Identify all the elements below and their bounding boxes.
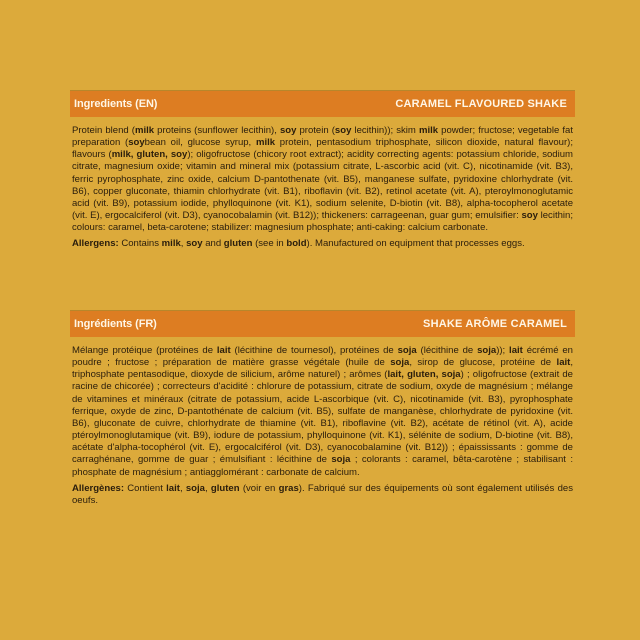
bold-run: soja: [390, 357, 410, 369]
text-run: lecithin)); skim: [351, 125, 419, 136]
text-run: powder; fructose; vegetable fat preparation (: [72, 125, 573, 149]
text-run: protein (: [296, 125, 335, 136]
bold-run: soja: [477, 345, 497, 356]
text-run: ) ; oligofructose (extrait de racine de chicorée) ; correcteurs d'acidité : chlorure de potassium, citrate de sodium, oxyde de magnésium ; mélange de vitamines et minéraux (citrate de potassium, acide L-ascorbique (vit. C), nicotinamide (vit. B3), pyrophosphate ferrique, oxyde de zinc, D-pantothénate de calcium (vit. B5), sulfate de manganèse, chlorhydrate de pyridoxine (vit. B6), gluconate de cuivre, chlorhydrate de thiamine (vit. B1), riboflavine (vit. B2), acétate de rétinol (vit. A), acide ptéroylmonoglutamique (vit. B9), iodure de potassium, phylloquinone (vit. K1), sélénite de sodium, D-biotine (vit. B8), acétate d'alpha-tocophérol (vit. E), ergocalciférol (vit. D3), cyanocobalamine (vit. B12)) ; épaississants : gomme de carraghénane, gomme de guar ; émulsifiant : lécithine de: [72, 369, 573, 466]
ingredients-text-fr: [70, 337, 575, 479]
bold-run: milk, gluten, soy: [111, 149, 188, 161]
header-band-fr: [70, 311, 575, 337]
text-run: ,: [180, 238, 187, 250]
text-run: ); oligofructose (chicory root extract); acidity correcting agents: potassium chloride, sodium citrate, magnesium oxide; vitamin and mineral mix (potassium citrate, L-ascorbic acid (vit. C), nicotinamide (vit. B3), ferric pyrophosphate, zinc oxide, calcium D-pantothenate (vit. B5), manganese sulfate, pyridoxine chlorhydrate (vit. B6), copper gluconate, thiamin chlorhydrate (vit. B1), riboflavin (vit. B2), retinol acetate (vit. A), pteroylmonoglutamic acid (vit. B9), potassium iodide, phylloquinone (vit. K1), sodium selenite, D-biotin (vit. B8), alpha-tocopherol acetate (vit. E), ergocalciferol (vit. D3), cyanocobalamin (vit. B12)); thickeners: carrageenan, guar gum; emulsifier:: [72, 149, 573, 222]
text-run: , sirop de glucose, protéine de: [409, 357, 557, 369]
text-run: ,: [179, 482, 186, 494]
bold-run: milk: [161, 238, 181, 250]
bold-run: lait: [509, 345, 523, 356]
panel-french: [70, 310, 575, 507]
ingredients-text-en: [70, 117, 575, 234]
text-run: ; colorants : caramel, bêta-carotène ; stabilisant : phosphate de magnésium ; antiagglomérant : carbonate de calcium.: [72, 454, 573, 478]
product-name-en: CARAMEL FLAVOURED SHAKE: [395, 98, 567, 110]
header-label-fr: Ingrédients (FR): [74, 318, 157, 330]
bold-run: Allergens:: [72, 238, 119, 250]
bold-run: lait: [216, 345, 231, 356]
bold-run: bold: [286, 238, 307, 250]
bold-run: milk: [134, 125, 155, 136]
text-run: (voir en: [239, 482, 279, 494]
bold-run: soy: [334, 125, 352, 136]
panel-english: [70, 90, 575, 251]
bold-run: soja: [397, 345, 417, 356]
header-label-en: Ingredients (EN): [74, 98, 158, 110]
text-run: Contient: [124, 482, 167, 494]
text-run: protein, pentasodium triphosphate, silicon dioxide, natural flavour); flavours (: [72, 137, 573, 161]
text-run: Protein blend (: [72, 125, 135, 136]
text-run: ). Fabriqué sur des équipements où sont également utilisés des oeufs.: [72, 482, 573, 506]
text-run: ));: [496, 345, 510, 356]
bold-run: gluten: [223, 238, 253, 250]
allergens-text-fr: [70, 479, 575, 507]
bold-run: soy: [279, 125, 297, 136]
text-run: ,: [204, 482, 211, 494]
text-run: lecithin; colours: caramel, beta-carotene; stabilizer: magnesium phosphate; anti-caking: calcium carbonate.: [72, 210, 573, 234]
bold-run: lait, gluten, soja: [387, 369, 461, 381]
bold-run: soy: [186, 238, 203, 250]
text-run: écrémé en poudre ; fructose ; préparation de matière grasse végétale (huile de: [72, 345, 573, 369]
bold-run: lait: [166, 482, 180, 494]
bold-run: soja: [331, 454, 351, 466]
bold-run: lait: [556, 357, 571, 369]
bold-run: gras: [278, 482, 299, 494]
text-run: (see in: [252, 238, 287, 250]
bold-run: soy: [521, 210, 538, 222]
product-name-fr: SHAKE ARÔME CARAMEL: [423, 318, 567, 330]
bold-run: milk: [255, 137, 276, 149]
text-run: (lécithine de: [416, 345, 478, 356]
text-run: Contains: [118, 238, 162, 250]
text-run: and: [202, 238, 224, 250]
bold-run: gluten: [210, 482, 240, 494]
text-run: bean oil, glucose syrup,: [144, 137, 256, 149]
bold-run: soja: [185, 482, 205, 494]
header-band-en: [70, 91, 575, 117]
text-run: Mélange protéique (protéines de: [72, 345, 217, 356]
text-run: proteins (sunflower lecithin),: [154, 125, 280, 136]
bold-run: milk: [418, 125, 439, 136]
text-run: ). Manufactured on equipment that processes eggs.: [306, 238, 525, 250]
bold-run: Allergènes:: [72, 482, 124, 494]
bold-run: soy: [128, 137, 145, 149]
allergens-text-en: [70, 234, 575, 250]
text-run: , triphosphate pentasodique, dioxyde de silicium, arôme naturel) ; arômes (: [72, 357, 573, 381]
text-run: (lécithine de tournesol), protéines de: [230, 345, 398, 356]
